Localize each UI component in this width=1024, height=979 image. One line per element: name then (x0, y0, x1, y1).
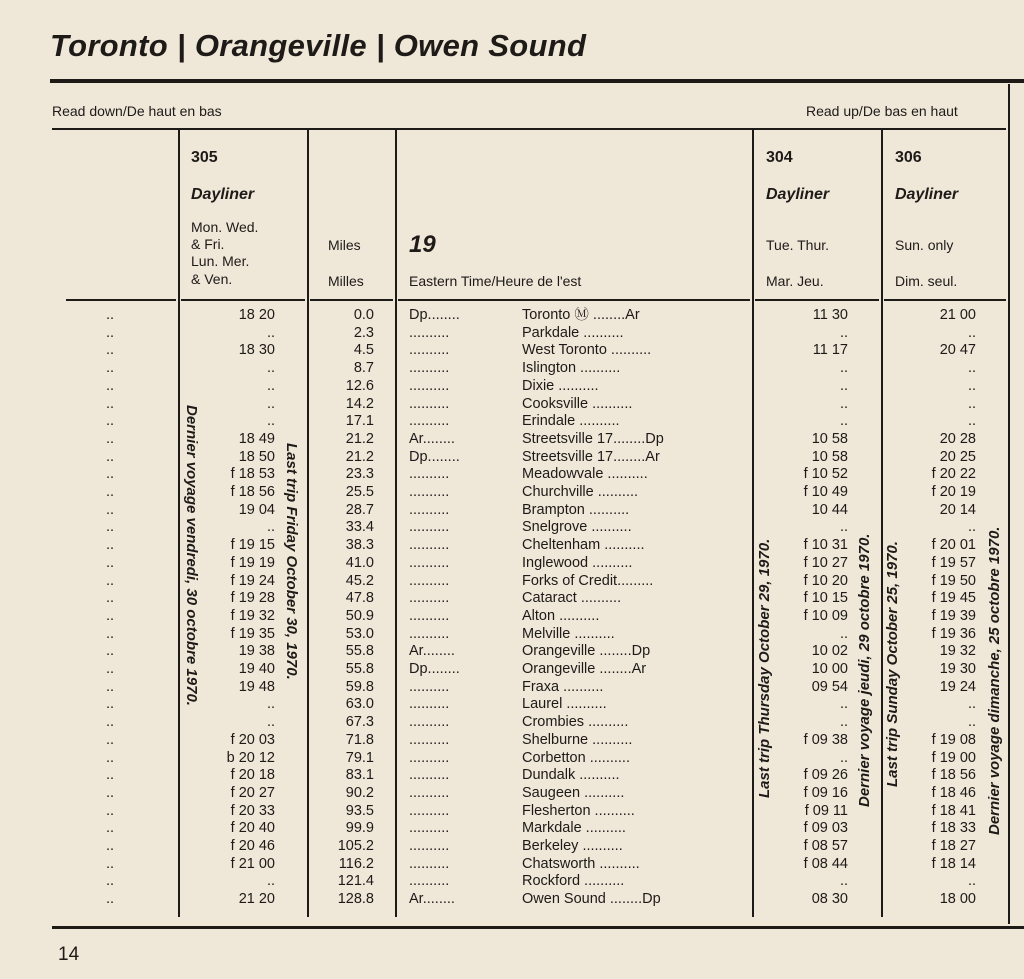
table-row (0, 484, 1024, 502)
miles-value: 71.8 (345, 731, 374, 748)
train-306-time: .. (967, 696, 976, 713)
station-name: Islington .......... (522, 360, 621, 377)
station-name: Chatsworth .......... (522, 855, 640, 872)
train-304-time: 10 02 (811, 643, 848, 660)
train-305-time: .. (266, 696, 275, 713)
header-underline-5 (755, 299, 879, 301)
train-305-time: .. (266, 519, 275, 536)
station-name: Dixie .......... (522, 377, 599, 394)
station-dots: .. (106, 625, 115, 642)
train-305-time: f 19 15 (230, 537, 275, 554)
station-dots: .. (106, 855, 115, 872)
train-306-time: f 19 39 (931, 607, 976, 624)
miles-value: 41.0 (345, 554, 374, 571)
train-304-time: 09 54 (811, 678, 848, 695)
table-row (0, 307, 1024, 325)
train-306-time: f 19 57 (931, 554, 976, 571)
station-dots: .. (106, 873, 115, 890)
station-dots: .. (106, 661, 115, 677)
header-underline-3 (310, 299, 393, 301)
station-name: Laurel .......... (522, 696, 607, 713)
train-305-time: f 20 27 (230, 784, 275, 801)
arr-dep-leader: .......... (409, 784, 450, 801)
station-dots: .. (106, 572, 115, 589)
train-304-time: 10 44 (811, 501, 848, 518)
station-dots: .. (106, 307, 115, 323)
train-306-time: 21 00 (939, 307, 976, 323)
arr-dep-leader: .......... (409, 873, 450, 890)
train-304-time: f 10 31 (803, 537, 848, 554)
miles-value: 23.3 (345, 466, 374, 483)
station-dots: .. (106, 501, 115, 518)
train-305-time: 18 50 (238, 448, 275, 465)
station-name: Berkeley .......... (522, 838, 623, 854)
station-name: Brampton .......... (522, 501, 630, 518)
miles-value: 45.2 (345, 572, 374, 589)
table-row (0, 342, 1024, 360)
miles-value: 99.9 (345, 820, 374, 837)
train-305-time: .. (266, 324, 275, 341)
train-306-time: .. (967, 377, 976, 394)
train-304-time: 11 17 (812, 342, 848, 359)
header-underline-4 (398, 299, 750, 301)
note-306-fr: Dernier voyage dimanche, 25 octobre 1970. (986, 526, 1003, 835)
title-rule (50, 79, 1024, 83)
miles-value: 33.4 (345, 519, 374, 536)
arr-dep-leader: .......... (409, 749, 450, 766)
table-row (0, 360, 1024, 378)
train-305-time: f 20 33 (230, 802, 275, 819)
station-name: Owen Sound ........Dp (522, 891, 661, 908)
station-name: Corbetton .......... (522, 749, 630, 766)
table-row (0, 856, 1024, 874)
train-304-time: f 08 44 (803, 855, 848, 872)
miles-value: 90.2 (345, 784, 374, 801)
header-top-rule (52, 128, 1006, 130)
train-305-time: f 20 40 (230, 820, 275, 837)
station-name: Dundalk .......... (522, 767, 620, 784)
train-306-time: 20 47 (939, 342, 976, 359)
station-dots: .. (106, 484, 115, 500)
train-305-days-en-2: & Fri. (191, 236, 225, 252)
station-dots: .. (106, 731, 115, 748)
arr-dep-leader: Ar........ (409, 430, 455, 447)
miles-header-en: Miles (328, 237, 361, 253)
train-304-name: Dayliner (766, 186, 830, 203)
train-306-time: f 20 19 (931, 484, 976, 500)
train-305-number: 305 (191, 149, 218, 166)
train-304-time: .. (839, 714, 848, 731)
train-306-time: .. (967, 360, 976, 377)
station-dots: .. (106, 767, 115, 784)
arr-dep-leader: Dp........ (409, 448, 460, 465)
station-name: Saugeen .......... (522, 784, 625, 801)
table-number: 19 (409, 231, 436, 258)
train-304-time: f 09 03 (803, 820, 848, 837)
station-name: West Toronto .......... (522, 342, 652, 359)
station-dots: .. (106, 537, 115, 554)
train-306-time: .. (967, 395, 976, 412)
table-row (0, 820, 1024, 838)
arr-dep-leader: .......... (409, 554, 450, 571)
arr-dep-leader: .......... (409, 625, 450, 642)
station-dots: .. (106, 643, 115, 660)
station-name: Streetsville 17........Ar (522, 448, 660, 465)
miles-value: 28.7 (345, 501, 374, 518)
station-name: Cheltenham .......... (522, 537, 645, 554)
train-304-time: 11 30 (812, 307, 848, 323)
station-name: Alton .......... (522, 607, 600, 624)
train-304-time: f 10 27 (803, 554, 848, 571)
train-305-days-fr-2: & Ven. (191, 271, 233, 287)
arr-dep-leader: .......... (409, 590, 450, 607)
train-306-time: 19 24 (939, 678, 976, 695)
train-305-time: .. (266, 377, 275, 394)
train-305-time: f 19 28 (230, 590, 275, 607)
arr-dep-leader: .......... (409, 484, 450, 500)
station-dots: .. (106, 342, 115, 359)
arr-dep-leader: .......... (409, 820, 450, 837)
train-305-time: 18 20 (238, 307, 275, 323)
timezone-label: Eastern Time/Heure de l'est (409, 273, 582, 289)
train-305-time: .. (266, 413, 275, 430)
train-305-time: 19 40 (238, 661, 275, 677)
train-304-time: 10 58 (811, 430, 848, 447)
miles-value: 93.5 (345, 802, 374, 819)
miles-value: 47.8 (345, 590, 374, 607)
arr-dep-leader: .......... (409, 714, 450, 731)
arr-dep-leader: .......... (409, 501, 450, 518)
station-dots: .. (106, 466, 115, 483)
train-304-time: .. (839, 696, 848, 713)
miles-value: 59.8 (345, 678, 374, 695)
station-name: Shelburne .......... (522, 731, 633, 748)
train-306-time: f 20 22 (931, 466, 976, 483)
train-304-time: .. (839, 625, 848, 642)
train-305-time: 19 38 (238, 643, 275, 660)
train-305-time: .. (266, 395, 275, 412)
arr-dep-leader: .......... (409, 466, 450, 483)
train-306-time: .. (967, 324, 976, 341)
station-name: Churchville .......... (522, 484, 639, 500)
header-underline-1 (66, 299, 176, 301)
arr-dep-leader: .......... (409, 360, 450, 377)
train-305-time: .. (266, 360, 275, 377)
station-dots: .. (106, 802, 115, 819)
train-306-time: 18 00 (939, 891, 976, 908)
train-306-time: f 18 56 (931, 767, 976, 784)
train-306-time: 20 14 (939, 501, 976, 518)
station-dots: .. (106, 395, 115, 412)
table-row (0, 502, 1024, 520)
station-dots: .. (106, 324, 115, 341)
train-305-time: 21 20 (238, 891, 275, 908)
note-306-en: Last trip Sunday October 25, 1970. (884, 541, 901, 787)
station-name: Orangeville ........Dp (522, 643, 651, 660)
train-304-time: f 09 16 (803, 784, 848, 801)
station-dots: .. (106, 820, 115, 837)
arr-dep-leader: Dp........ (409, 307, 460, 323)
train-305-time: 19 04 (238, 501, 275, 518)
table-row (0, 466, 1024, 484)
train-306-time: 19 32 (939, 643, 976, 660)
train-305-time: 18 30 (238, 342, 275, 359)
arr-dep-leader: .......... (409, 855, 450, 872)
train-304-days-en: Tue. Thur. (766, 237, 830, 253)
miles-value: 79.1 (345, 749, 374, 766)
train-306-time: .. (967, 519, 976, 536)
arr-dep-leader: .......... (409, 696, 450, 713)
train-304-number: 304 (766, 149, 793, 166)
train-306-days-en: Sun. only (895, 237, 954, 253)
train-306-days-fr: Dim. seul. (895, 273, 958, 289)
train-306-name: Dayliner (895, 186, 959, 203)
train-304-time: 08 30 (811, 891, 848, 908)
station-dots: .. (106, 838, 115, 854)
miles-value: 83.1 (345, 767, 374, 784)
train-305-time: f 18 53 (230, 466, 275, 483)
table-row (0, 873, 1024, 891)
train-306-time: .. (967, 413, 976, 430)
arr-dep-leader: .......... (409, 537, 450, 554)
arr-dep-leader: .......... (409, 572, 450, 589)
station-name: Rockford .......... (522, 873, 625, 890)
station-dots: .. (106, 696, 115, 713)
train-306-time: f 19 08 (931, 731, 976, 748)
train-305-days-en-1: Mon. Wed. (191, 219, 259, 235)
header-underline-2 (181, 299, 305, 301)
train-304-time: f 10 49 (803, 484, 848, 500)
station-dots: .. (106, 377, 115, 394)
train-305-time: f 20 46 (230, 838, 275, 854)
arr-dep-leader: .......... (409, 678, 450, 695)
miles-value: 4.5 (353, 342, 374, 359)
train-304-time: f 10 15 (803, 590, 848, 607)
note-304-fr: Dernier voyage jeudi, 29 octobre 1970. (856, 533, 873, 807)
miles-value: 14.2 (345, 395, 374, 412)
miles-value: 21.2 (345, 448, 374, 465)
miles-value: 105.2 (337, 838, 374, 854)
station-dots: .. (106, 448, 115, 465)
arr-dep-leader: .......... (409, 342, 450, 359)
page-title: Toronto | Orangeville | Owen Sound (50, 28, 587, 63)
station-name: Cataract .......... (522, 590, 622, 607)
station-dots: .. (106, 714, 115, 731)
read-up-label: Read up/De bas en haut (806, 103, 958, 119)
train-306-time: f 19 45 (931, 590, 976, 607)
miles-header-fr: Milles (328, 273, 364, 289)
station-name: Forks of Credit......... (522, 572, 654, 589)
station-dots: .. (106, 678, 115, 695)
miles-value: 67.3 (345, 714, 374, 731)
train-305-time: f 19 35 (230, 625, 275, 642)
train-304-time: f 10 20 (803, 572, 848, 589)
read-down-label: Read down/De haut en bas (52, 103, 222, 119)
arr-dep-leader: .......... (409, 413, 450, 430)
train-305-name: Dayliner (191, 186, 255, 203)
miles-value: 2.3 (353, 324, 374, 341)
train-304-time: 10 00 (811, 661, 848, 677)
miles-value: 50.9 (345, 607, 374, 624)
station-dots: .. (106, 891, 115, 908)
train-304-time: .. (839, 377, 848, 394)
station-name: Crombies .......... (522, 714, 629, 731)
train-306-time: f 18 27 (931, 838, 976, 854)
train-305-time: b 20 12 (226, 749, 275, 766)
train-304-time: .. (839, 324, 848, 341)
train-304-time: .. (839, 519, 848, 536)
train-304-time: f 09 38 (803, 731, 848, 748)
train-304-time: f 09 26 (803, 767, 848, 784)
miles-value: 17.1 (345, 413, 374, 430)
train-306-time: f 18 14 (931, 855, 976, 872)
train-306-time: f 19 36 (931, 625, 976, 642)
bottom-rule (52, 926, 1024, 929)
station-name: Cooksville .......... (522, 395, 633, 412)
miles-value: 53.0 (345, 625, 374, 642)
table-row (0, 378, 1024, 396)
train-305-time: f 20 03 (230, 731, 275, 748)
station-dots: .. (106, 607, 115, 624)
arr-dep-leader: .......... (409, 838, 450, 854)
table-row (0, 449, 1024, 467)
train-306-number: 306 (895, 149, 922, 166)
arr-dep-leader: .......... (409, 767, 450, 784)
train-305-time: 18 49 (238, 430, 275, 447)
arr-dep-leader: .......... (409, 802, 450, 819)
table-row (0, 396, 1024, 414)
station-dots: .. (106, 590, 115, 607)
miles-value: 38.3 (345, 537, 374, 554)
train-305-time: f 19 32 (230, 607, 275, 624)
station-name: Parkdale .......... (522, 324, 624, 341)
train-305-time: f 20 18 (230, 767, 275, 784)
table-row (0, 413, 1024, 431)
train-304-time: .. (839, 360, 848, 377)
table-row (0, 891, 1024, 909)
station-name: Toronto Ⓜ ........Ar (522, 307, 640, 323)
miles-value: 121.4 (337, 873, 374, 890)
station-dots: .. (106, 554, 115, 571)
train-304-time: f 08 57 (803, 838, 848, 854)
arr-dep-leader: .......... (409, 519, 450, 536)
train-306-time: f 19 00 (931, 749, 976, 766)
miles-value: 55.8 (345, 643, 374, 660)
note-305-fr: Dernier voyage vendredi, 30 octobre 1970. (183, 405, 200, 706)
station-name: Orangeville ........Ar (522, 661, 647, 677)
train-305-time: f 21 00 (230, 855, 275, 872)
station-name: Inglewood .......... (522, 554, 633, 571)
table-row (0, 325, 1024, 343)
arr-dep-leader: .......... (409, 731, 450, 748)
train-306-time: .. (967, 714, 976, 731)
note-305-en: Last trip Friday October 30, 1970. (283, 443, 300, 680)
train-304-time: .. (839, 395, 848, 412)
train-305-time: f 19 19 (230, 554, 275, 571)
train-304-time: f 10 09 (803, 607, 848, 624)
train-306-time: f 18 41 (931, 802, 976, 819)
miles-value: 21.2 (345, 430, 374, 447)
train-304-days-fr: Mar. Jeu. (766, 273, 824, 289)
miles-value: 63.0 (345, 696, 374, 713)
miles-value: 116.2 (338, 855, 374, 872)
table-row (0, 838, 1024, 856)
train-306-time: 20 28 (939, 430, 976, 447)
station-name: Erindale .......... (522, 413, 620, 430)
station-dots: .. (106, 519, 115, 536)
station-dots: .. (106, 430, 115, 447)
page-number: 14 (58, 944, 80, 965)
train-304-time: f 10 52 (803, 466, 848, 483)
train-304-time: .. (839, 413, 848, 430)
arr-dep-leader: Dp........ (409, 661, 460, 677)
train-305-time: 19 48 (238, 678, 275, 695)
train-306-time: .. (967, 873, 976, 890)
train-305-time: .. (266, 714, 275, 731)
arr-dep-leader: .......... (409, 324, 450, 341)
miles-value: 55.8 (345, 661, 374, 677)
miles-value: 0.0 (353, 307, 374, 323)
train-305-time: .. (266, 873, 275, 890)
train-304-time: 10 58 (811, 448, 848, 465)
station-name: Flesherton .......... (522, 802, 635, 819)
arr-dep-leader: Ar........ (409, 891, 455, 908)
train-306-time: 20 25 (939, 448, 976, 465)
train-306-time: 19 30 (939, 661, 976, 677)
train-305-time: f 18 56 (230, 484, 275, 500)
train-304-time: f 09 11 (804, 802, 848, 819)
train-306-time: f 18 33 (931, 820, 976, 837)
train-306-time: f 19 50 (931, 572, 976, 589)
note-304-en: Last trip Thursday October 29, 1970. (756, 538, 773, 798)
miles-value: 12.6 (345, 377, 374, 394)
station-dots: .. (106, 784, 115, 801)
miles-value: 128.8 (337, 891, 374, 908)
train-305-time: f 19 24 (230, 572, 275, 589)
station-name: Snelgrove .......... (522, 519, 632, 536)
arr-dep-leader: Ar........ (409, 643, 455, 660)
table-row (0, 431, 1024, 449)
train-305-days-fr-1: Lun. Mer. (191, 253, 250, 269)
station-name: Markdale .......... (522, 820, 626, 837)
train-304-time: .. (839, 749, 848, 766)
station-dots: .. (106, 360, 115, 377)
arr-dep-leader: .......... (409, 377, 450, 394)
train-306-time: f 20 01 (931, 537, 976, 554)
train-304-time: .. (839, 873, 848, 890)
miles-value: 25.5 (345, 484, 374, 500)
station-name: Fraxa .......... (522, 678, 604, 695)
station-name: Melville .......... (522, 625, 615, 642)
station-dots: .. (106, 413, 115, 430)
arr-dep-leader: .......... (409, 395, 450, 412)
header-underline-6 (884, 299, 1006, 301)
station-dots: .. (106, 749, 115, 766)
station-name: Streetsville 17........Dp (522, 430, 664, 447)
arr-dep-leader: .......... (409, 607, 450, 624)
miles-value: 8.7 (353, 360, 374, 377)
station-name: Meadowvale .......... (522, 466, 648, 483)
train-306-time: f 18 46 (931, 784, 976, 801)
